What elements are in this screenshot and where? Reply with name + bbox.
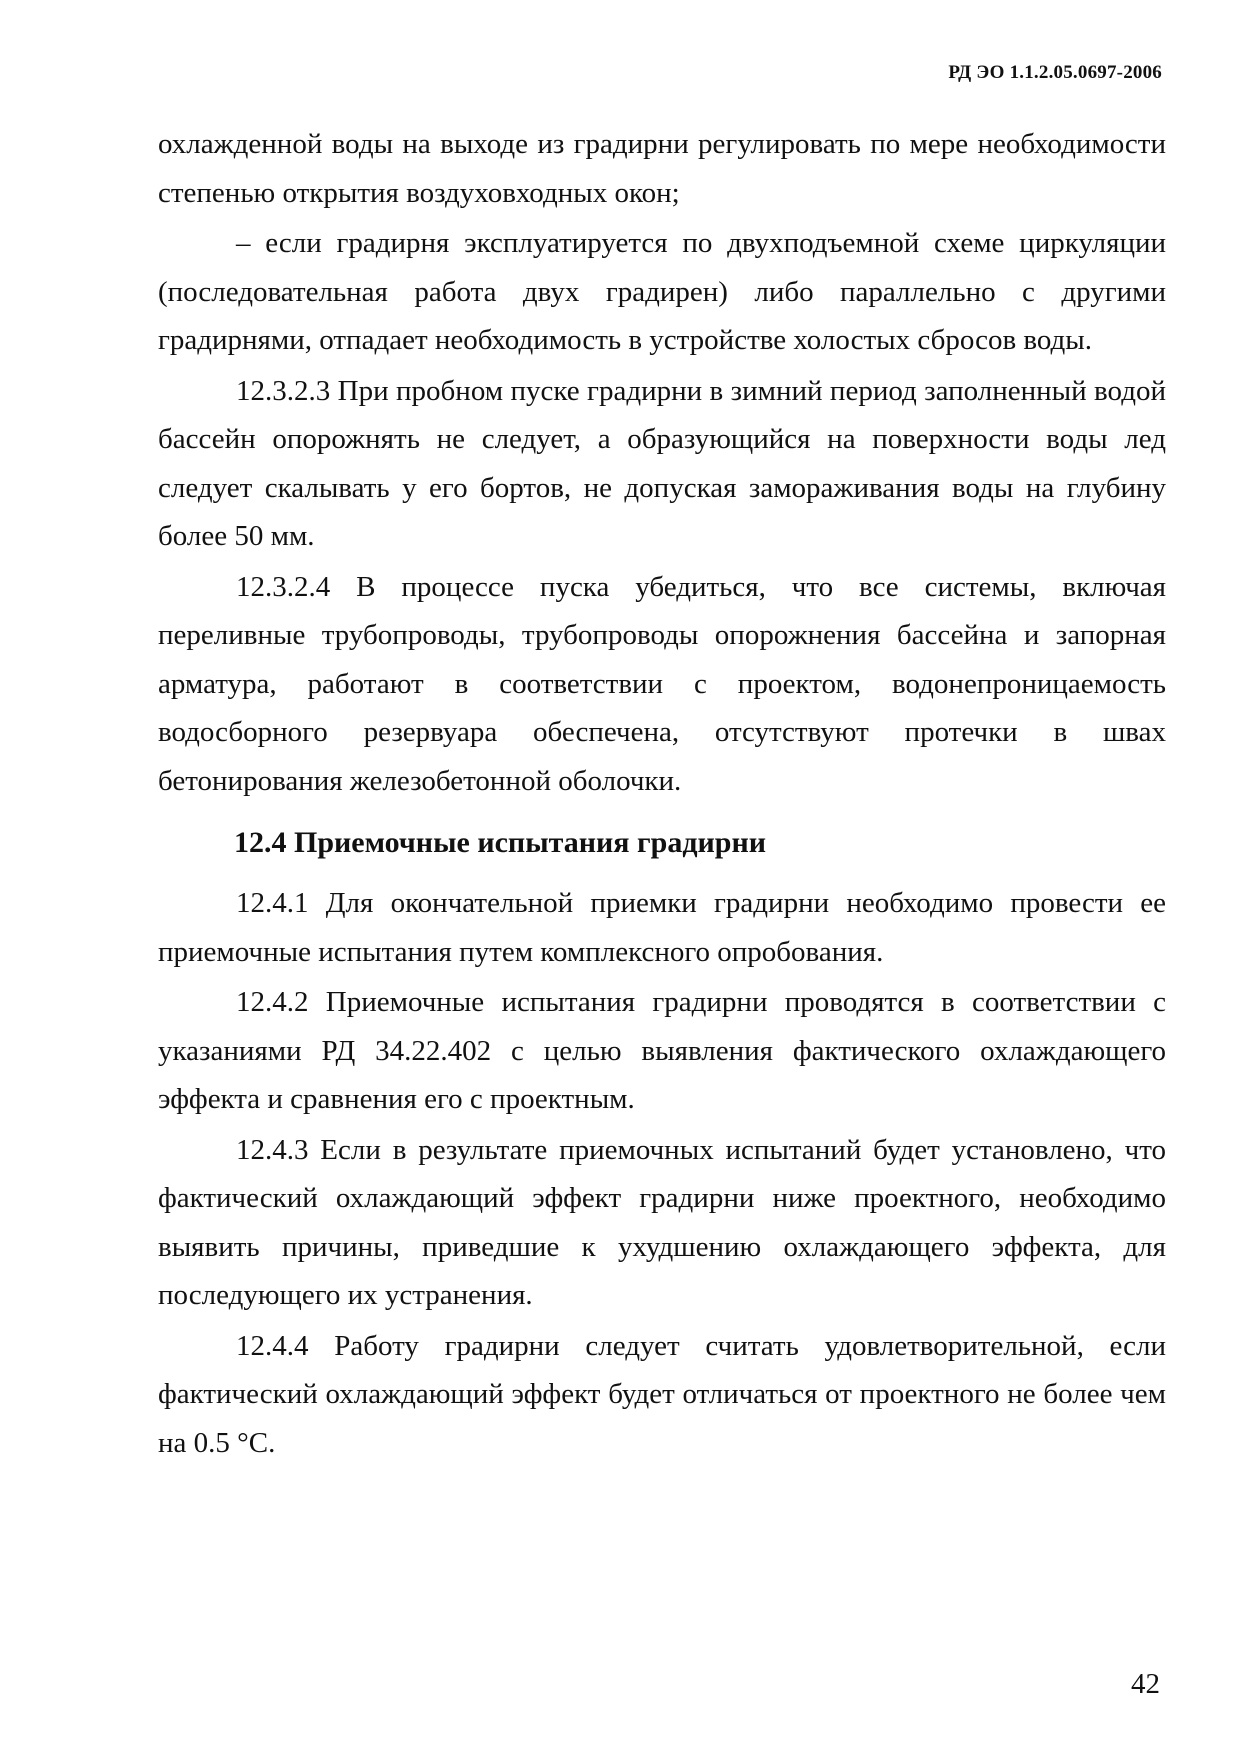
page-body: [158, 120, 1166, 1467]
paragraph-continuation: охлажденной воды на выходе из градирни регулировать по мере необходимости степенью открытия воздуховходных окон;: [158, 128, 1166, 209]
paragraph-12-4-1: 12.4.1 Для окончательной приемки градирни необходимо провести ее приемочные испытания путем комплексного опробования.: [158, 887, 1166, 968]
section-heading-12-4: 12.4 Приемочные испытания градирни: [234, 826, 767, 859]
document-code: РД ЭО 1.1.2.05.0697-2006: [948, 62, 1162, 83]
paragraph-12-4-3: 12.4.3 Если в результате приемочных испытаний будет установлено, что фактический охлаждающий эффект градирни ниже проектного, необходимо выявить причины, приведшие к ухудшению охлаждающего эффекта, для последующего их устранения.: [158, 1133, 1166, 1311]
paragraph-12-4-4: 12.4.4 Работу градирни следует считать удовлетворительной, если фактический охлаждающий эффект будет отличаться от проектного не более чем на 0.5 °С.: [158, 1329, 1166, 1459]
paragraph-12-3-2-3: 12.3.2.3 При пробном пуске градирни в зимний период заполненный водой бассейн опорожнять не следует, а образующийся на поверхности воды лед следует скалывать у его бортов, не допуская замораживания воды на глубину более 50 мм.: [158, 374, 1166, 552]
paragraph-12-3-2-4: 12.3.2.4 В процессе пуска убедиться, что все системы, включая переливные трубопроводы, трубопроводы опорожнения бассейна и запорная арматура, работают в соответствии с проектом, водонепроницаемость водосборного резервуара обеспечена, отсутствуют протечки в швах бетонирования железобетонной оболочки.: [158, 570, 1166, 797]
page-number: 42: [1131, 1668, 1160, 1700]
paragraph-list-item: – если градирня эксплуатируется по двухподъемной схеме циркуляции (последовательная работа двух градирен) либо параллельно с другими градирнями, отпадает необходимость в устройстве холостых сбросов воды.: [158, 227, 1166, 356]
paragraph-12-4-2: 12.4.2 Приемочные испытания градирни проводятся в соответствии с указаниями РД 34.22.402 с целью выявления фактического охлаждающего эффекта и сравнения его с проектным.: [158, 986, 1166, 1115]
